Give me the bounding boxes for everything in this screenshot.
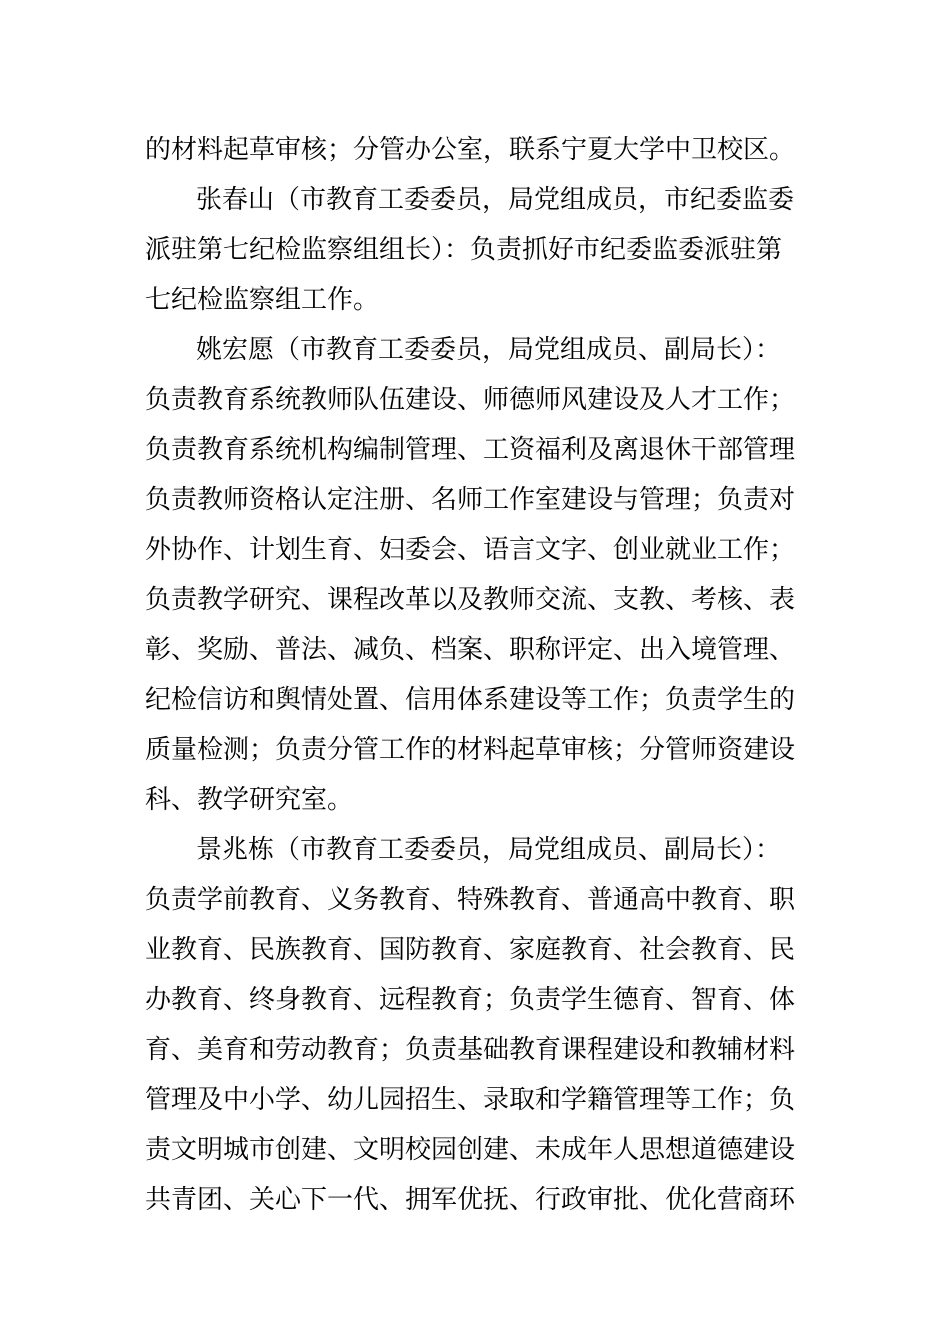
text-line: 负责教育系统机构编制管理、工资福利及离退休干部管理 xyxy=(145,435,796,465)
text-line: 纪检信访和舆情处置、信用体系建设等工作；负责学生的 xyxy=(145,685,796,715)
text-line: 张春山（市教育工委委员，局党组成员，市纪委监委 xyxy=(196,185,795,215)
text-line: 七纪检监察组工作。 xyxy=(145,285,380,315)
text-line: 负责教育系统教师队伍建设、师德师风建设及人才工作； xyxy=(145,385,796,415)
text-line: 负责教学研究、课程改革以及教师交流、支教、考核、表 xyxy=(145,585,796,615)
text-line: 办教育、终身教育、远程教育；负责学生德育、智育、体 xyxy=(145,985,796,1015)
text-line: 负责教师资格认定注册、名师工作室建设与管理；负责对 xyxy=(145,485,796,515)
text-line: 姚宏愿（市教育工委委员，局党组成员、副局长）： xyxy=(196,335,782,365)
text-line: 外协作、计划生育、妇委会、语言文字、创业就业工作； xyxy=(145,535,796,565)
text-line: 科、教学研究室。 xyxy=(145,785,354,815)
text-line: 负责学前教育、义务教育、特殊教育、普通高中教育、职 xyxy=(145,885,796,915)
text-line: 管理及中小学、幼儿园招生、录取和学籍管理等工作；负 xyxy=(145,1085,796,1115)
text-line: 共青团、关心下一代、拥军优抚、行政审批、优化营商环 xyxy=(145,1185,796,1215)
text-line: 彰、奖励、普法、减负、档案、职称评定、出入境管理、 xyxy=(145,635,796,665)
text-line: 责文明城市创建、文明校园创建、未成年人思想道德建设 xyxy=(145,1135,796,1165)
text-line: 景兆栋（市教育工委委员，局党组成员、副局长）： xyxy=(196,835,782,865)
text-line: 育、美育和劳动教育；负责基础教育课程建设和教辅材料 xyxy=(145,1035,796,1065)
text-line: 质量检测；负责分管工作的材料起草审核；分管师资建设 xyxy=(145,735,796,765)
text-line: 的材料起草审核；分管办公室，联系宁夏大学中卫校区。 xyxy=(145,135,796,165)
text-line: 业教育、民族教育、国防教育、家庭教育、社会教育、民 xyxy=(145,935,796,965)
text-line: 派驻第七纪检监察组组长）：负责抓好市纪委监委派驻第 xyxy=(145,235,783,265)
